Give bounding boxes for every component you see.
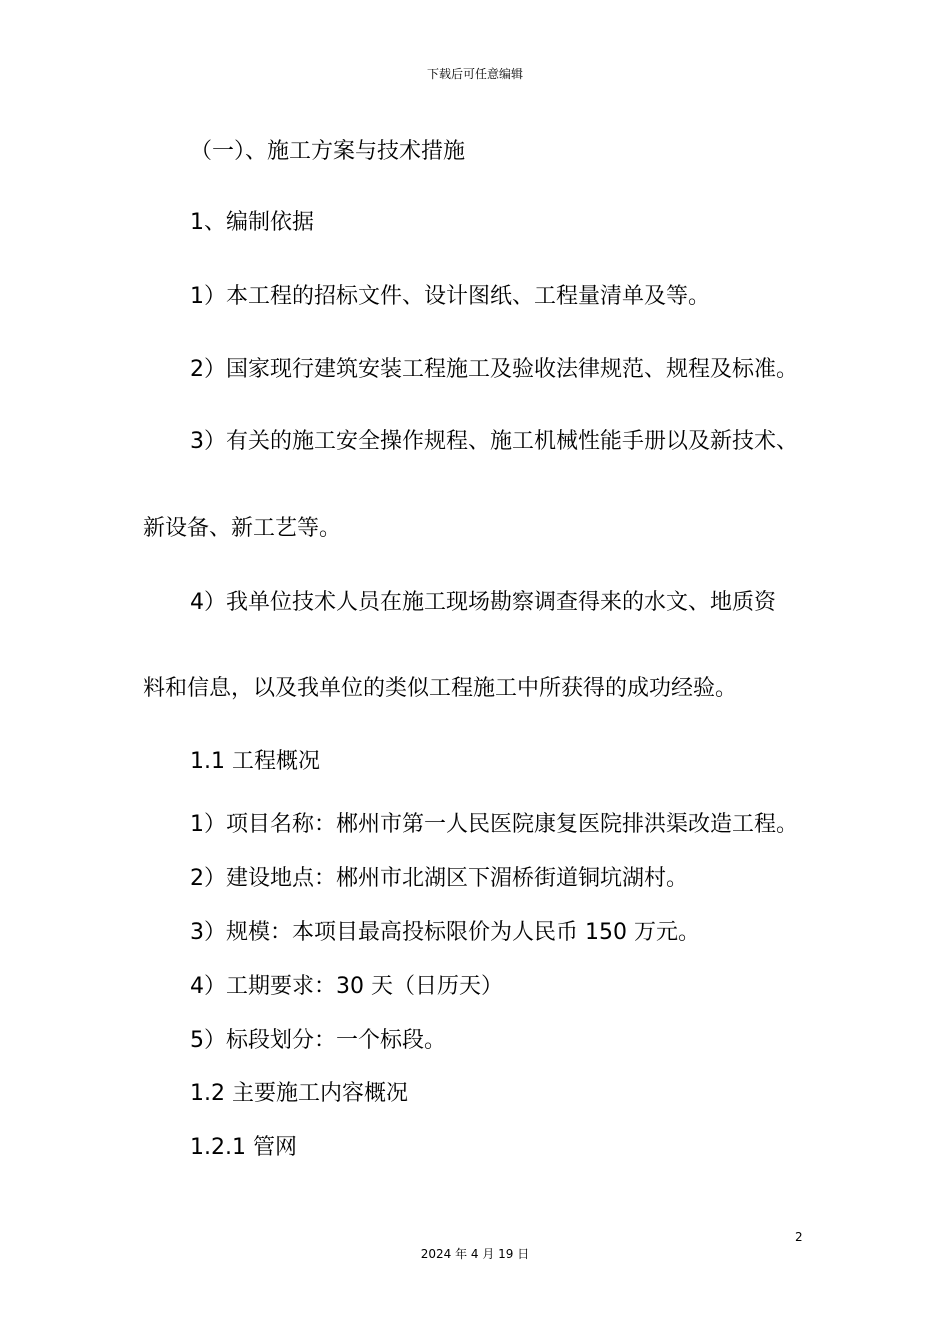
overview-heading: 1.1 工程概况 [190,749,320,774]
pipe-heading: 1.2.1 管网 [190,1135,297,1160]
page-number: 2 [795,1230,803,1244]
basis-item-1: 1）本工程的招标文件、设计图纸、工程量清单及等。 [190,284,710,309]
page-footer-date: 2024 年 4 月 19 日 [420,1247,530,1261]
basis-item-4-line-1: 4）我单位技术人员在施工现场勘察调查得来的水文、地质资 [190,590,776,615]
basis-heading: 1、编制依据 [190,210,314,235]
overview-item-5: 5）标段划分：一个标段。 [190,1028,446,1053]
basis-item-4-line-2: 料和信息，以及我单位的类似工程施工中所获得的成功经验。 [143,676,738,701]
page-header: 下载后可任意编辑 [426,67,523,81]
basis-item-3-line-2: 新设备、新工艺等。 [143,516,342,541]
overview-item-2: 2）建设地点：郴州市北湖区下湄桥街道铜坑湖村。 [190,866,688,891]
basis-item-2: 2）国家现行建筑安装工程施工及验收法律规范、规程及标准。 [190,357,798,382]
overview-item-4: 4）工期要求：30 天（日历天） [190,974,503,999]
overview-item-3: 3）规模：本项目最高投标限价为人民币 150 万元。 [190,920,700,945]
overview-item-1: 1）项目名称：郴州市第一人民医院康复医院排洪渠改造工程。 [190,812,798,837]
section-title: （一）、施工方案与技术措施 [190,139,466,164]
content-heading: 1.2 主要施工内容概况 [190,1081,408,1106]
basis-item-3-line-1: 3）有关的施工安全操作规程、施工机械性能手册以及新技术、 [190,429,798,454]
